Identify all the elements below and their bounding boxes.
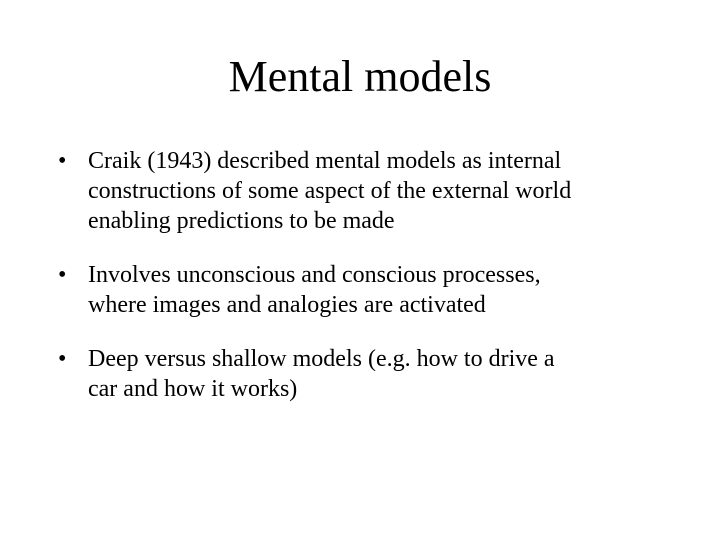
bullet-item <box>58 146 678 236</box>
bullet-list <box>58 146 678 428</box>
bullet-line: where images and analogies are activated <box>88 292 486 318</box>
bullet-text <box>88 344 678 404</box>
bullet-text <box>88 146 678 236</box>
bullet-marker: • <box>58 346 67 372</box>
bullet-marker: • <box>58 148 67 174</box>
bullet-line: constructions of some aspect of the external world <box>88 178 572 204</box>
bullet-line: Craik (1943) described mental models as internal <box>88 148 562 174</box>
bullet-item <box>58 344 678 404</box>
bullet-marker: • <box>58 262 67 288</box>
bullet-line: Involves unconscious and conscious processes, <box>88 262 541 288</box>
bullet-text <box>88 260 678 320</box>
bullet-line: enabling predictions to be made <box>88 208 395 234</box>
bullet-line: Deep versus shallow models (e.g. how to drive a <box>88 346 555 372</box>
slide-title: Mental models <box>228 52 492 101</box>
bullet-line: car and how it works) <box>88 376 298 402</box>
bullet-item <box>58 260 678 320</box>
